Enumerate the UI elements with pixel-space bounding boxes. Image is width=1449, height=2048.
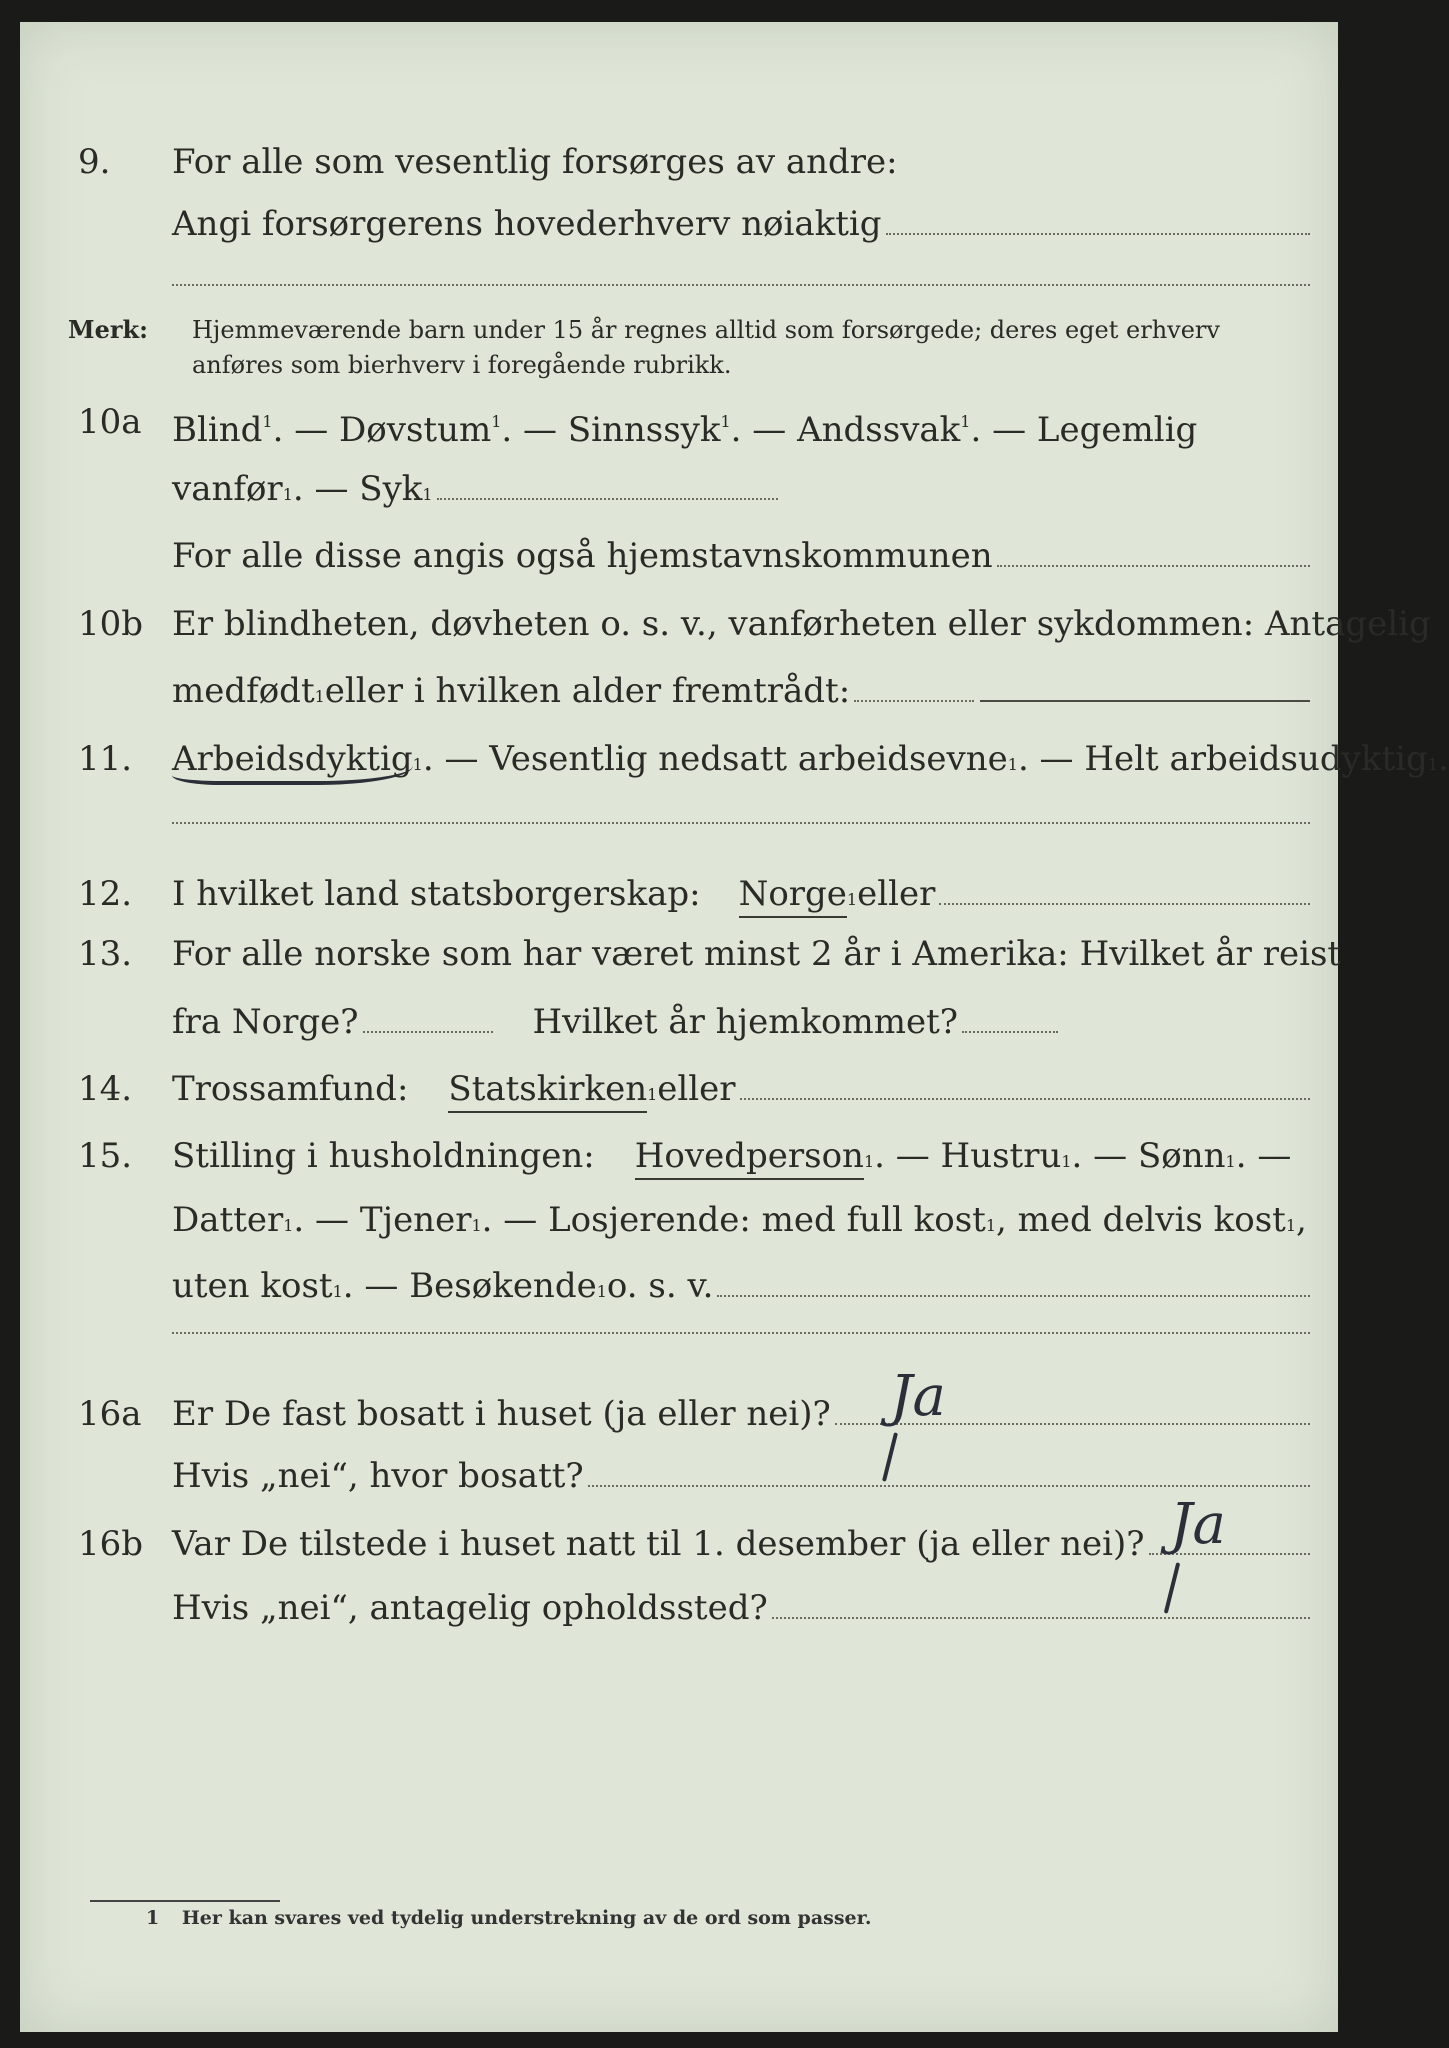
question-16b bbox=[20, 1522, 1338, 1566]
merk-text: anføres som bierhverv i foregående rubrikk. bbox=[192, 351, 732, 379]
merk-text: Hjemmeværende barn under 15 år regnes alltid som forsørgede; deres eget erhverv bbox=[192, 316, 1220, 344]
question-11: 11. Arbeidsdyktig 1 . — Vesentlig nedsatt arbeidsevne 1 . — Helt arbeidsudyktig 1 . bbox=[20, 737, 1338, 781]
answer-field-12[interactable] bbox=[939, 877, 1310, 905]
option-andssvak[interactable]: . — Andssvak bbox=[730, 410, 961, 450]
option-tjener[interactable]: . — Tjener bbox=[293, 1200, 472, 1240]
question-16a bbox=[20, 1392, 1338, 1436]
option-syk[interactable]: . — Syk bbox=[292, 469, 423, 509]
question-number: 13. bbox=[78, 934, 133, 974]
option-datter[interactable]: Datter bbox=[172, 1200, 284, 1240]
question-10a: 10a Blind$^1$. — Døvstum$^1$. — Sinnssyk$^1$. — Andssvak$^1$. — Legemlig bbox=[78, 402, 1198, 450]
question-10b bbox=[20, 602, 1431, 646]
answer-line[interactable] bbox=[172, 822, 1310, 824]
question-15: 15. Stilling i husholdningen: Hovedperson 1 . — Hustru 1 . — Sønn 1 . — bbox=[20, 1134, 1338, 1178]
handwritten-answer-16a: Ja bbox=[890, 1364, 946, 1429]
question-text: eller bbox=[857, 874, 936, 914]
punctuation: . — bbox=[1235, 1136, 1292, 1176]
answer-field-reist[interactable] bbox=[363, 1005, 493, 1033]
answer-field-10b[interactable] bbox=[854, 674, 974, 702]
question-10a-line2: vanfør 1 . — Syk 1 bbox=[20, 467, 1338, 511]
answer-line[interactable] bbox=[980, 674, 1310, 702]
question-text: Angi forsørgerens hovederhverv nøiaktig bbox=[172, 204, 882, 244]
question-14: 14. Trossamfund: Statskirken 1 eller bbox=[20, 1067, 1338, 1111]
answer-field-bosatt[interactable] bbox=[588, 1459, 1310, 1487]
answer-field-hjemkommet[interactable] bbox=[962, 1005, 1058, 1033]
question-text: eller i hvilken alder fremtrådt: bbox=[324, 671, 851, 711]
question-number: 15. bbox=[78, 1136, 133, 1176]
question-text: Trossamfund: bbox=[172, 1069, 409, 1109]
merk-note-line2 bbox=[20, 347, 1338, 391]
punctuation: , bbox=[1296, 1200, 1307, 1240]
option-vanfor[interactable]: vanfør bbox=[172, 469, 283, 509]
answer-field-hjemstavn[interactable] bbox=[997, 539, 1310, 567]
footnote-divider bbox=[90, 1900, 280, 1902]
question-13 bbox=[20, 932, 1342, 976]
question-text: Hvis „nei“, antagelig opholdssted? bbox=[172, 1588, 768, 1628]
answer-field-opholdssted[interactable] bbox=[772, 1591, 1310, 1619]
answer-field-14[interactable] bbox=[740, 1072, 1310, 1100]
option-norge-underlined[interactable]: Norge bbox=[739, 872, 847, 918]
question-text: Hvilket år hjemkommet? bbox=[532, 1002, 959, 1042]
question-16a-line2 bbox=[20, 1454, 1338, 1498]
question-text: Er De fast bosatt i huset (ja eller nei)? bbox=[172, 1394, 831, 1434]
option-arbeidsdyktig-underlined[interactable]: Arbeidsdyktig bbox=[172, 737, 413, 785]
option-dovstum[interactable]: . — Døvstum bbox=[272, 410, 492, 450]
footnote bbox=[146, 1907, 872, 1929]
option-sonn[interactable]: . — Sønn bbox=[1071, 1136, 1226, 1176]
question-text: Er blindheten, døvheten o. s. v., vanførheten eller sykdommen: Antagelig bbox=[172, 604, 1431, 644]
question-text: o. s. v. bbox=[606, 1266, 714, 1306]
option-arbeidsudyktig[interactable]: . — Helt arbeidsudyktig bbox=[1017, 739, 1428, 779]
option-legemlig[interactable]: . — Legemlig bbox=[970, 410, 1198, 450]
question-text: Stilling i husholdningen: bbox=[172, 1136, 595, 1176]
question-number: 10a bbox=[78, 402, 142, 442]
option-uten-kost[interactable]: uten kost bbox=[172, 1266, 333, 1306]
question-text: fra Norge? bbox=[172, 1002, 359, 1042]
question-number: 16a bbox=[78, 1394, 142, 1434]
answer-line[interactable] bbox=[172, 1332, 1310, 1334]
option-blind[interactable]: Blind bbox=[172, 410, 263, 450]
option-besokende[interactable]: . — Besøkende bbox=[342, 1266, 597, 1306]
footnote-mark: 1 bbox=[146, 1907, 160, 1929]
punctuation: . bbox=[1437, 739, 1449, 779]
question-number: 10b bbox=[78, 604, 144, 644]
question-number: 12. bbox=[78, 874, 133, 914]
question-10b-line2: medfødt 1 eller i hvilken alder fremtrådt: bbox=[20, 669, 1338, 713]
footnote-text: Her kan svares ved tydelig understrekning av de ord som passer. bbox=[181, 1907, 872, 1929]
question-9-line2 bbox=[20, 202, 1338, 246]
question-13-line2 bbox=[20, 1000, 1338, 1044]
question-number: 11. bbox=[78, 739, 133, 779]
question-text: Var De tilstede i huset natt til 1. desember (ja eller nei)? bbox=[172, 1524, 1145, 1564]
question-16b-line2 bbox=[20, 1586, 1338, 1630]
question-9 bbox=[20, 140, 1338, 184]
question-text: eller bbox=[657, 1069, 736, 1109]
option-delvis-kost[interactable]: , med delvis kost bbox=[996, 1200, 1286, 1240]
option-full-kost[interactable]: . — Losjerende: med full kost bbox=[481, 1200, 986, 1240]
answer-field-10a[interactable] bbox=[437, 472, 778, 500]
question-number: 14. bbox=[78, 1069, 133, 1109]
answer-field-9[interactable] bbox=[886, 207, 1310, 235]
option-statskirken-underlined[interactable]: Statskirken bbox=[448, 1067, 647, 1113]
answer-field-15[interactable] bbox=[717, 1269, 1310, 1297]
question-10a-line3 bbox=[20, 534, 1338, 578]
option-sinnssyk[interactable]: . — Sinnssyk bbox=[501, 410, 721, 450]
question-number: 16b bbox=[78, 1524, 144, 1564]
question-text: Hvis „nei“, hvor bosatt? bbox=[172, 1456, 584, 1496]
question-number: 9. bbox=[78, 142, 111, 182]
census-form-page bbox=[20, 22, 1449, 2032]
question-12: 12. I hvilket land statsborgerskap: Norge 1 eller bbox=[20, 872, 1338, 916]
merk-label: Merk: bbox=[68, 315, 148, 344]
option-hustru[interactable]: . — Hustru bbox=[874, 1136, 1062, 1176]
question-text: For alle disse angis også hjemstavnskommunen bbox=[172, 536, 993, 576]
handwritten-answer-16b: Ja bbox=[1170, 1492, 1226, 1557]
answer-line[interactable] bbox=[172, 284, 1310, 286]
question-text: For alle norske som har været minst 2 år i Amerika: Hvilket år reist bbox=[172, 934, 1342, 974]
question-15-line2: Datter 1 . — Tjener 1 . — Losjerende: med full kost 1 , med delvis kost 1 , bbox=[172, 1200, 1307, 1240]
question-text: For alle som vesentlig forsørges av andre: bbox=[172, 142, 898, 182]
option-nedsatt[interactable]: . — Vesentlig nedsatt arbeidsevne bbox=[422, 739, 1008, 779]
question-text: I hvilket land statsborgerskap: bbox=[172, 874, 701, 914]
option-medfodt[interactable]: medfødt bbox=[172, 671, 315, 711]
option-hovedperson-underlined[interactable]: Hovedperson bbox=[635, 1134, 864, 1180]
question-15-line3: uten kost 1 . — Besøkende 1 o. s. v. bbox=[20, 1264, 1338, 1308]
